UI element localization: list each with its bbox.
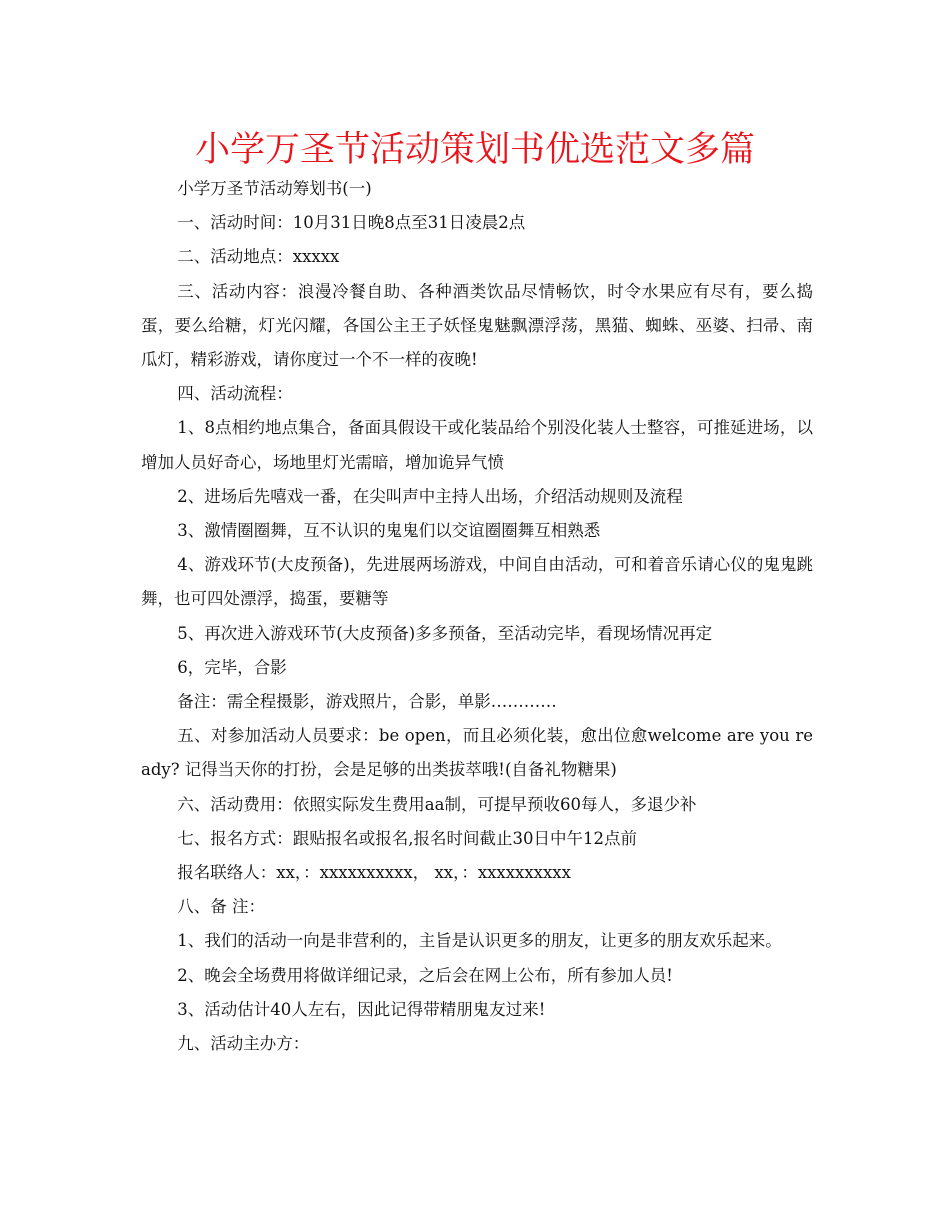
paragraph: 1、我们的活动一向是非营利的，主旨是认识更多的朋友，让更多的朋友欢乐起来。 (177, 931, 782, 951)
paragraph: 备注：需全程摄影，游戏照片，合影，单影………… (177, 692, 557, 712)
document-body (141, 172, 813, 1061)
paragraph: 九、活动主办方： (177, 1034, 310, 1054)
paragraph: 2、晚会全场费用将做详细记录，之后会在网上公布，所有参加人员! (177, 965, 673, 985)
paragraph: 3、激情圈圈舞，互不认识的鬼鬼们以交谊圈圈舞互相熟悉 (177, 521, 601, 541)
paragraph: 四、活动流程： (177, 384, 293, 404)
paragraph: 五、对参加活动人员要求：be open，而且必须化装，愈出位愈welcome are you ready? 记得当天你的打扮，会是足够的出类拔萃哦!(自备礼物糖果) (141, 726, 813, 780)
paragraph: 一、活动时间：10月31日晚8点至31日凌晨2点 (177, 213, 526, 233)
paragraph: 七、报名方式：跟贴报名或报名,报名时间截止30日中午12点前 (177, 828, 638, 848)
paragraph: 4、游戏环节(大皮预备)，先进展两场游戏，中间自由活动，可和着音乐请心仪的鬼鬼跳舞，也可四处漂浮，捣蛋，要糖等 (141, 555, 813, 609)
paragraph: 2、进场后先嘻戏一番，在尖叫声中主持人出场，介绍活动规则及流程 (177, 486, 683, 506)
paragraph: 5、再次进入游戏环节(大皮预备)多多预备，至活动完毕，看现场情况再定 (177, 623, 713, 643)
paragraph: 二、活动地点：xxxxx (177, 247, 340, 267)
paragraph: 3、活动估计40人左右，因此记得带精朋鬼友过来! (177, 999, 546, 1019)
paragraph: 报名联络人：xx，：xxxxxxxxxx， xx，：xxxxxxxxxx (177, 863, 571, 883)
paragraph: 三、活动内容：浪漫冷餐自助、各种酒类饮品尽情畅饮，时令水果应有尽有，要么捣蛋，要么给糖，灯光闪耀，各国公主王子妖怪鬼魅飘漂浮荡，黑猫、蜘蛛、巫婆、扫帚、南瓜灯，精彩游戏，请你度过一个不一样的夜晚! (141, 281, 813, 370)
paragraph: 六、活动费用：依照实际发生费用aa制，可提早预收60每人，多退少补 (177, 794, 697, 814)
paragraph: 小学万圣节活动筹划书(一) (177, 179, 372, 198)
document-title: 小学万圣节活动策划书优选范文多篇 (194, 130, 755, 170)
paragraph: 1、8点相约地点集合，备面具假设干或化装品给个别没化装人士整容，可推延进场，以增加人员好奇心，场地里灯光需暗，增加诡异气愤 (141, 418, 813, 472)
paragraph: 八、备 注： (177, 897, 266, 917)
paragraph: 6，完毕，合影 (177, 657, 287, 677)
